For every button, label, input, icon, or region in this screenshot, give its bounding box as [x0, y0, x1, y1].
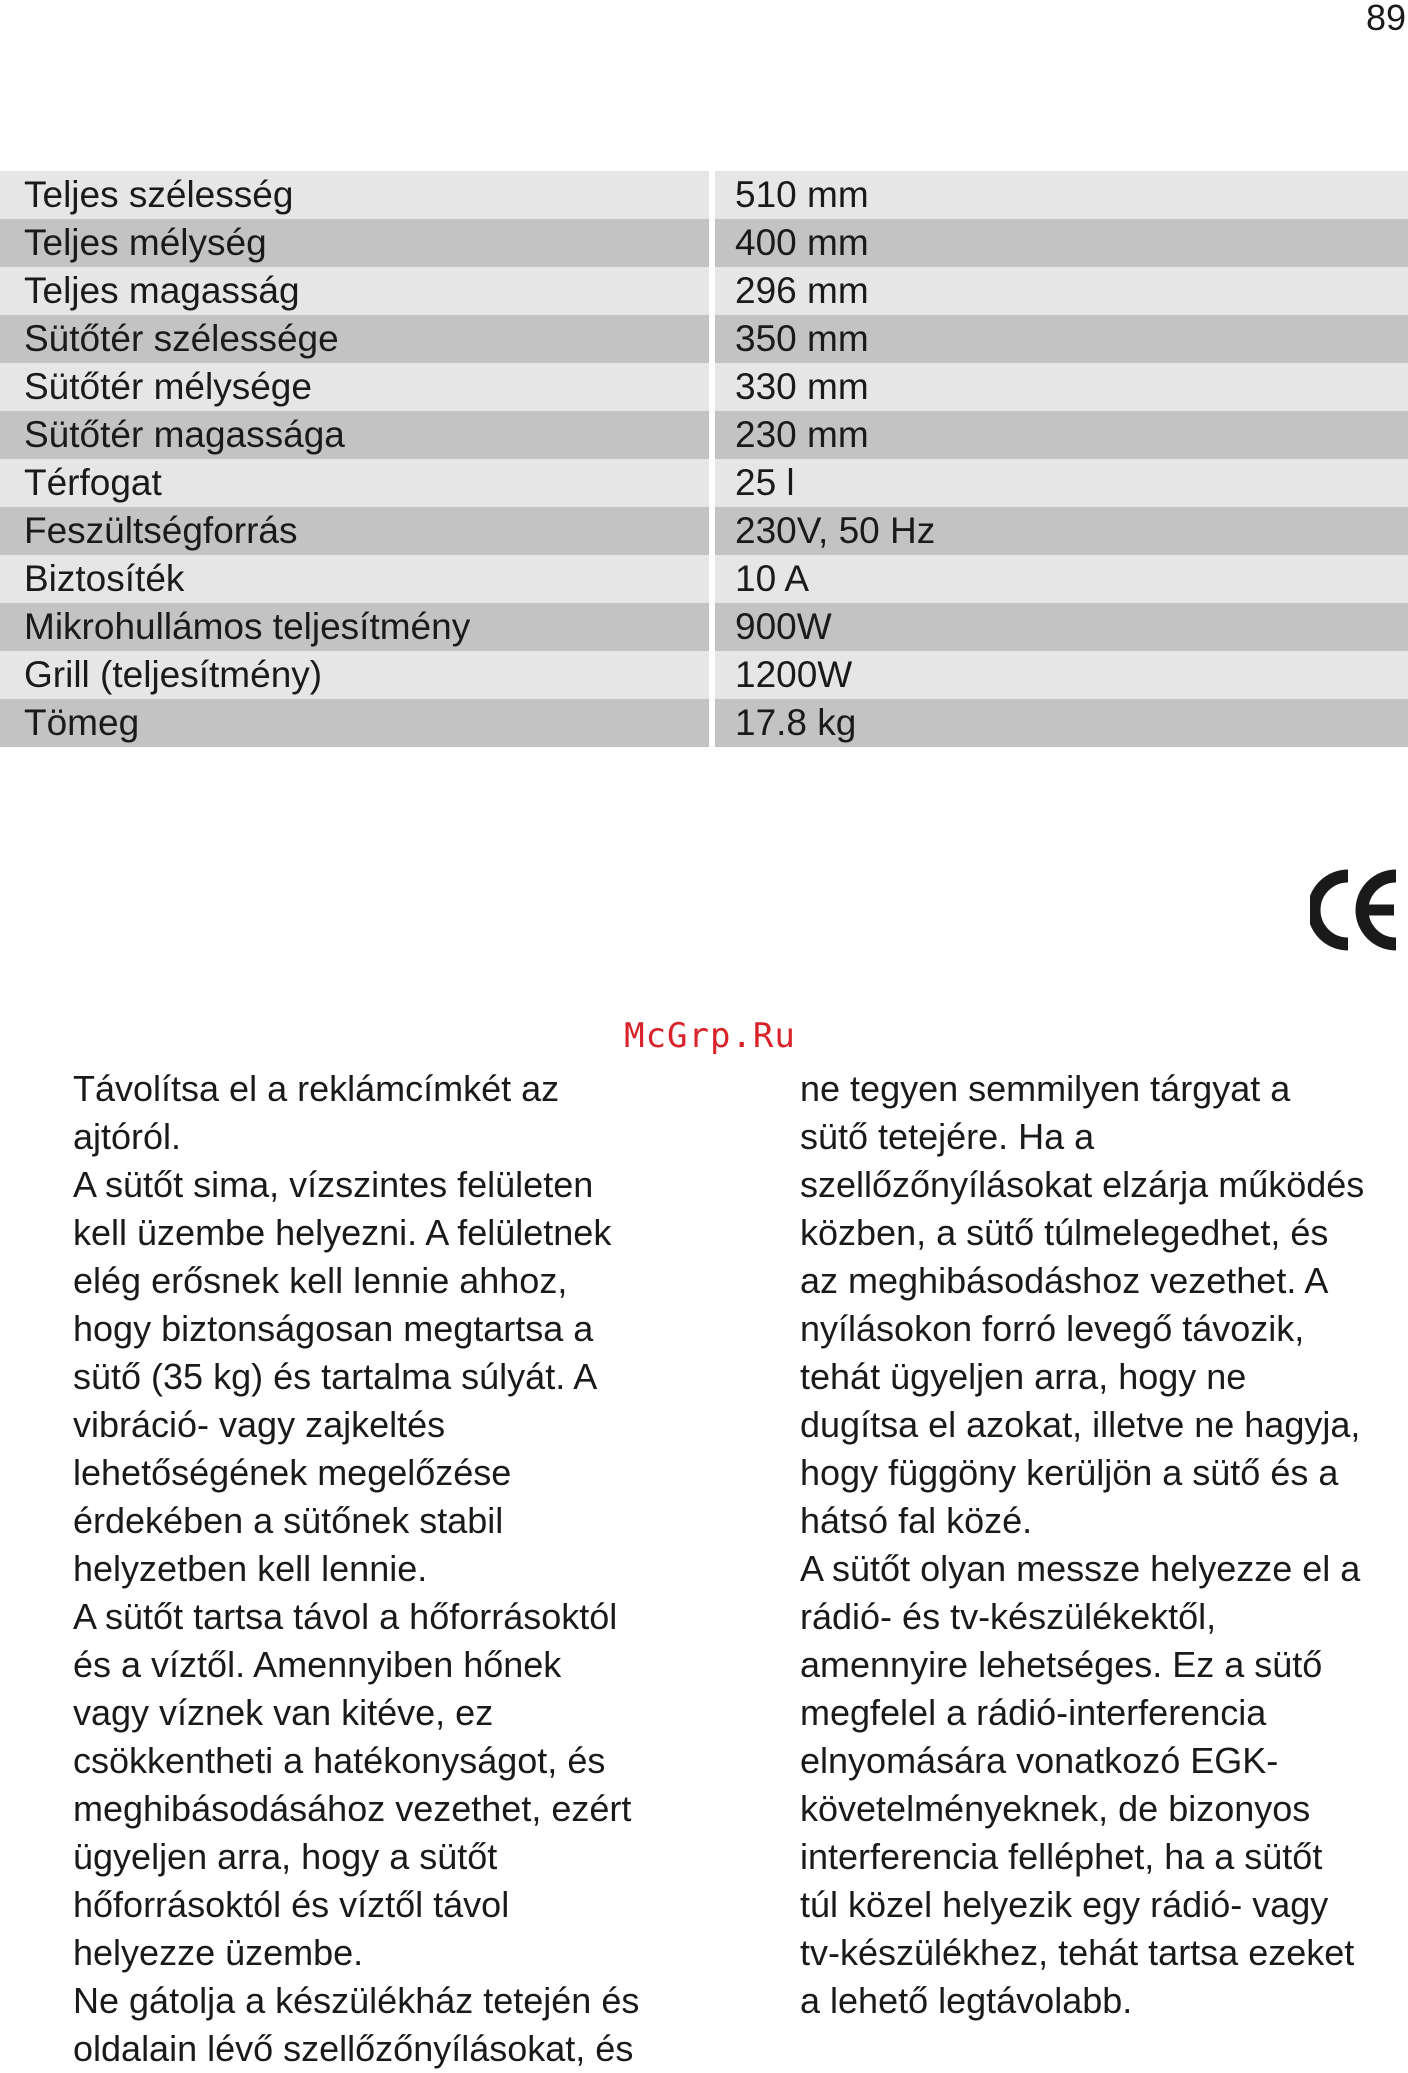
spec-value: 400 mm: [712, 219, 1408, 267]
spec-value: 900W: [712, 603, 1408, 651]
spec-label: Teljes szélesség: [0, 171, 712, 219]
spec-value: 350 mm: [712, 315, 1408, 363]
table-row: [0, 267, 1408, 315]
table-row: [0, 219, 1408, 267]
text-line: vagy víznek van kitéve, ez: [73, 1692, 494, 1733]
text-line: helyzetben kell lennie.: [73, 1548, 428, 1589]
text-line: az meghibásodáshoz vezethet. A: [800, 1260, 1329, 1301]
spec-value: 330 mm: [712, 363, 1408, 411]
text-line: érdekében a sütőnek stabil: [73, 1500, 504, 1541]
text-line: hogy biztonságosan megtartsa a: [73, 1308, 594, 1349]
spec-label: Feszültségforrás: [0, 507, 712, 555]
text-line: A sütőt sima, vízszintes felületen: [73, 1164, 594, 1205]
spec-value: 10 A: [712, 555, 1408, 603]
spec-label: Grill (teljesítmény): [0, 651, 712, 699]
text-line: nyílásokon forró levegő távozik,: [800, 1308, 1305, 1349]
text-line: elég erősnek kell lennie ahhoz,: [73, 1260, 568, 1301]
text-line: tv-készülékhez, tehát tartsa ezeket: [800, 1932, 1355, 1973]
text-line: dugítsa el azokat, illetve ne hagyja,: [800, 1404, 1361, 1445]
page-number: 89: [1365, 0, 1406, 38]
text-line: Távolítsa el a reklámcímkét az: [73, 1068, 560, 1109]
spec-label: Térfogat: [0, 459, 712, 507]
text-line: kell üzembe helyezni. A felületnek: [73, 1212, 612, 1253]
spec-label: Tömeg: [0, 699, 712, 747]
text-line: meghibásodásához vezethet, ezért: [73, 1788, 632, 1829]
spec-value: 296 mm: [712, 267, 1408, 315]
text-line: lehetőségének megelőzése: [73, 1452, 512, 1493]
text-line: hátsó fal közé.: [800, 1500, 1033, 1541]
text-line: szellőzőnyílásokat elzárja működés: [800, 1164, 1365, 1205]
table-row: [0, 603, 1408, 651]
text-line: hőforrásoktól és víztől távol: [73, 1884, 510, 1925]
left-text-column: [73, 1065, 713, 2073]
spec-label: Biztosíték: [0, 555, 712, 603]
spec-value: 230V, 50 Hz: [712, 507, 1408, 555]
text-line: helyezze üzembe.: [73, 1932, 364, 1973]
text-line: A sütőt olyan messze helyezze el a: [800, 1548, 1361, 1589]
text-line: tehát ügyeljen arra, hogy ne: [800, 1356, 1247, 1397]
text-line: vibráció- vagy zajkeltés: [73, 1404, 446, 1445]
text-line: interferencia felléphet, ha a sütőt: [800, 1836, 1323, 1877]
text-line: megfelel a rádió-interferencia: [800, 1692, 1267, 1733]
table-row: [0, 651, 1408, 699]
text-line: elnyomására vonatkozó EGK-: [800, 1740, 1279, 1781]
spec-value: 1200W: [712, 651, 1408, 699]
spec-label: Mikrohullámos teljesítmény: [0, 603, 712, 651]
text-line: és a víztől. Amennyiben hőnek: [73, 1644, 562, 1685]
text-line: Ne gátolja a készülékház tetején és: [73, 1980, 640, 2021]
table-row: [0, 315, 1408, 363]
table-row: [0, 363, 1408, 411]
spec-value: 17.8 kg: [712, 699, 1408, 747]
text-line: ajtóról.: [73, 1116, 182, 1157]
text-line: túl közel helyezik egy rádió- vagy: [800, 1884, 1329, 1925]
spec-label: Sütőtér szélessége: [0, 315, 712, 363]
text-line: sütő tetejére. Ha a: [800, 1116, 1095, 1157]
watermark-text: McGrp.Ru: [624, 1016, 796, 1056]
table-row: [0, 699, 1408, 747]
text-line: közben, a sütő túlmelegedhet, és: [800, 1212, 1329, 1253]
spec-value: 230 mm: [712, 411, 1408, 459]
spec-label: Sütőtér magassága: [0, 411, 712, 459]
spec-value: 25 l: [712, 459, 1408, 507]
text-line: a lehető legtávolabb.: [800, 1980, 1133, 2021]
spec-label: Teljes magasság: [0, 267, 712, 315]
right-text-column: [800, 1065, 1400, 2025]
text-line: rádió- és tv-készülékektől,: [800, 1596, 1217, 1637]
text-line: amennyire lehetséges. Ez a sütő: [800, 1644, 1323, 1685]
table-row: [0, 171, 1408, 219]
table-row: [0, 555, 1408, 603]
table-row: [0, 459, 1408, 507]
ce-mark-icon: [1310, 868, 1402, 952]
text-line: sütő (35 kg) és tartalma súlyát. A: [73, 1356, 598, 1397]
text-line: hogy függöny kerüljön a sütő és a: [800, 1452, 1339, 1493]
text-line: csökkentheti a hatékonyságot, és: [73, 1740, 606, 1781]
spec-label: Sütőtér mélysége: [0, 363, 712, 411]
text-line: ne tegyen semmilyen tárgyat a: [800, 1068, 1291, 1109]
spec-value: 510 mm: [712, 171, 1408, 219]
text-line: követelményeknek, de bizonyos: [800, 1788, 1311, 1829]
table-row: [0, 411, 1408, 459]
table-row: [0, 507, 1408, 555]
text-line: ügyeljen arra, hogy a sütőt: [73, 1836, 498, 1877]
text-line: oldalain lévő szellőzőnyílásokat, és: [73, 2028, 634, 2069]
specifications-table: [0, 171, 1408, 747]
text-line: A sütőt tartsa távol a hőforrásoktól: [73, 1596, 618, 1637]
spec-label: Teljes mélység: [0, 219, 712, 267]
